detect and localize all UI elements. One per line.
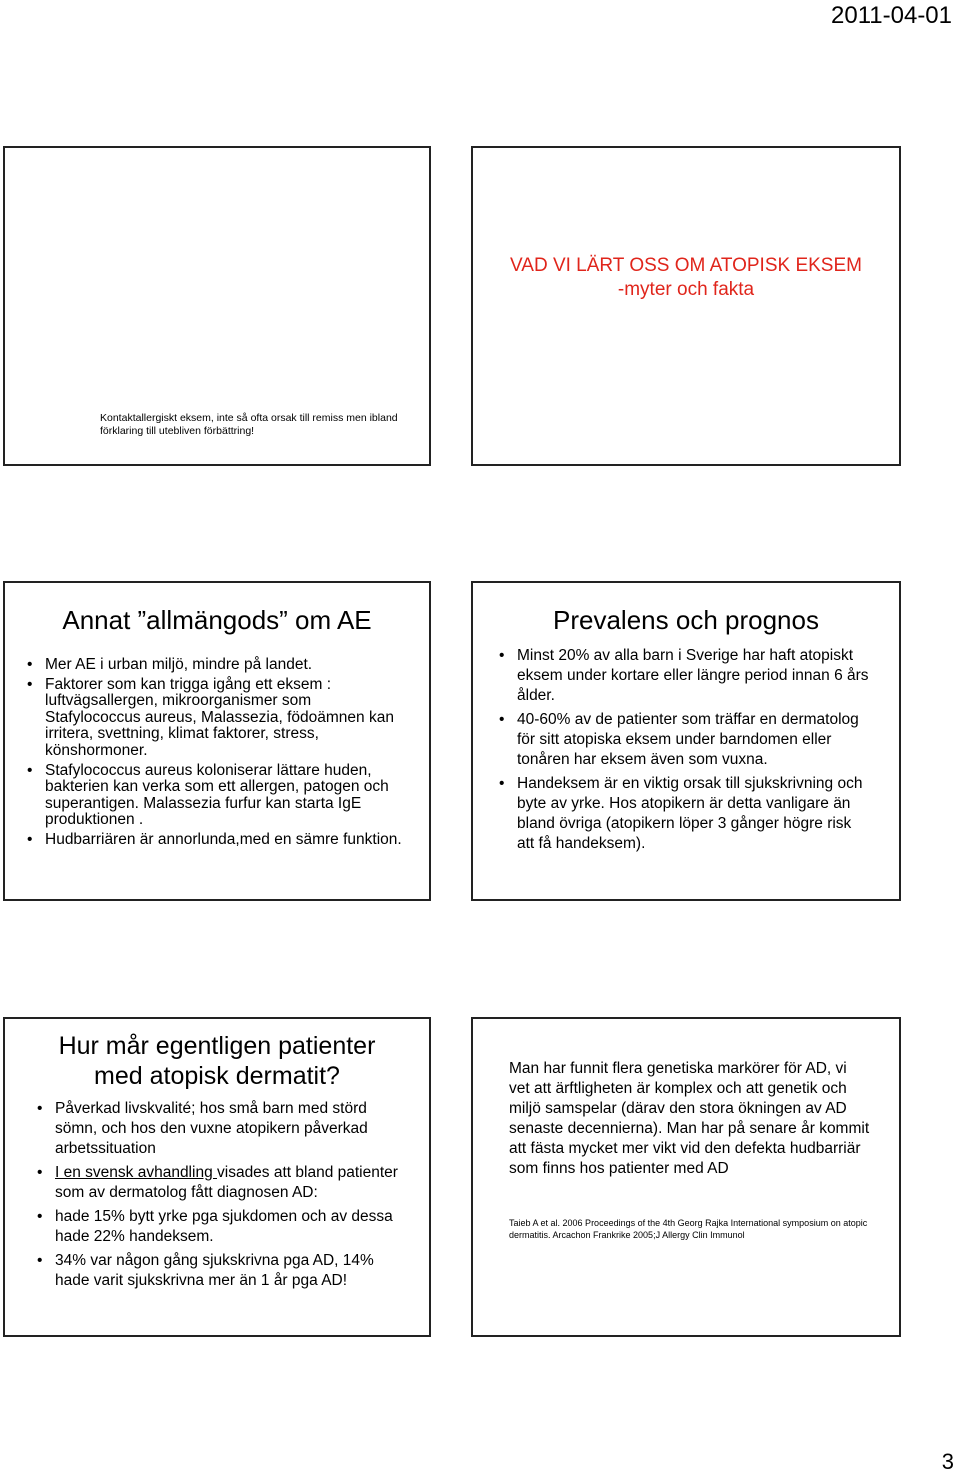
bullet-list: [37, 1099, 409, 1295]
slide-2-title: [471, 146, 901, 466]
slide-1-notes: [3, 146, 431, 466]
bullet-list: [27, 657, 405, 852]
bullet-item: • Hudbarriären är annorlunda,med en sämre funktion.: [27, 832, 405, 849]
underlined-text: I en svensk avhandling: [55, 1164, 217, 1181]
slide-6-genetik: [471, 1017, 901, 1337]
bullet-item: [37, 1163, 409, 1203]
slide-title: Hur mår egentligen patienter med atopisk dermatit?: [58, 1032, 376, 1090]
bullet-item: • Påverkad livskvalité; hos små barn med störd sömn, och hos den vuxne atopikern påverkad arbetssituation: [37, 1099, 409, 1159]
slide-5-livskvalite: [3, 1017, 431, 1337]
slide-title: Annat ”allmängods” om AE: [62, 605, 372, 635]
slide-note: Kontaktallergiskt eksem, inte så ofta orsak till remiss men ibland förklaring till utebliven förbättring!: [100, 412, 398, 437]
bullet-item: • 40-60% av de patienter som träffar en dermatolog för sitt atopiska eksem under barndomen eller tonåren har eksem även som vuxna.: [499, 710, 869, 770]
bullet-item: • 34% var någon gång sjukskrivna pga AD, 14% hade varit sjukskrivna mer än 1 år pga AD!: [37, 1251, 409, 1291]
bullet-item: • hade 15% bytt yrke pga sjukdomen och av dessa hade 22% handeksem.: [37, 1207, 409, 1247]
bullet-item: • Stafylococcus aureus koloniserar lättare huden, bakterien kan verka som ett allergen, patogen och superantigen. Malassezia furfur kan starta IgE produktionen .: [27, 763, 405, 829]
page-number: 3: [941, 1449, 954, 1474]
bullet-list: [499, 646, 869, 858]
slide-3-allmangods: [3, 581, 431, 901]
bullet-item: • Minst 20% av alla barn i Sverige har haft atopiskt eksem under kortare eller längre period innan 6 års ålder.: [499, 646, 869, 706]
title-line-2: -myter och fakta: [617, 279, 755, 300]
bullet-item: • Handeksem är en viktig orsak till sjukskrivning och byte av yrke. Hos atopikern är detta vanligare än bland övriga (atopikern löper 3 gånger högre risk att få handeksem).: [499, 774, 869, 854]
slide-body-text: Man har funnit flera genetiska markörer för AD, vi vet att ärftligheten är komplex och att genetik och miljö samspelar (därav den stora ökningen av AD senaste decennierna). Man har på senare år kommit att fästa mycket mer vikt vid den defekta hudbarriär som finns hos patienter med AD: [509, 1060, 870, 1177]
slide-title: [473, 254, 899, 302]
page-date: 2011-04-01: [831, 2, 952, 29]
bullet-item: • Mer AE i urban miljö, mindre på landet.: [27, 657, 405, 674]
slide-4-prevalens: [471, 581, 901, 901]
reference-text: Taieb A et al. 2006 Proceedings of the 4th Georg Rajka International symposium on atopic dermatitis. Arcachon Frankrike 2005;J Allergy Clin Immunol: [509, 1218, 868, 1240]
bullet-text: visades att bland patienter som av dermatolog fått diagnosen AD:: [55, 1164, 398, 1201]
slide-title: Prevalens och prognos: [553, 605, 819, 635]
title-line-1: VAD VI LÄRT OSS OM ATOPISK EKSEM: [510, 255, 862, 276]
bullet-item: • Faktorer som kan trigga igång ett eksem : luftvägsallergen, mikroorganismer som Stafylococcus aureus, Malassezia, födoämnen kan irritera, svettning, klimat faktorer, stress, könshormoner.: [27, 677, 405, 760]
